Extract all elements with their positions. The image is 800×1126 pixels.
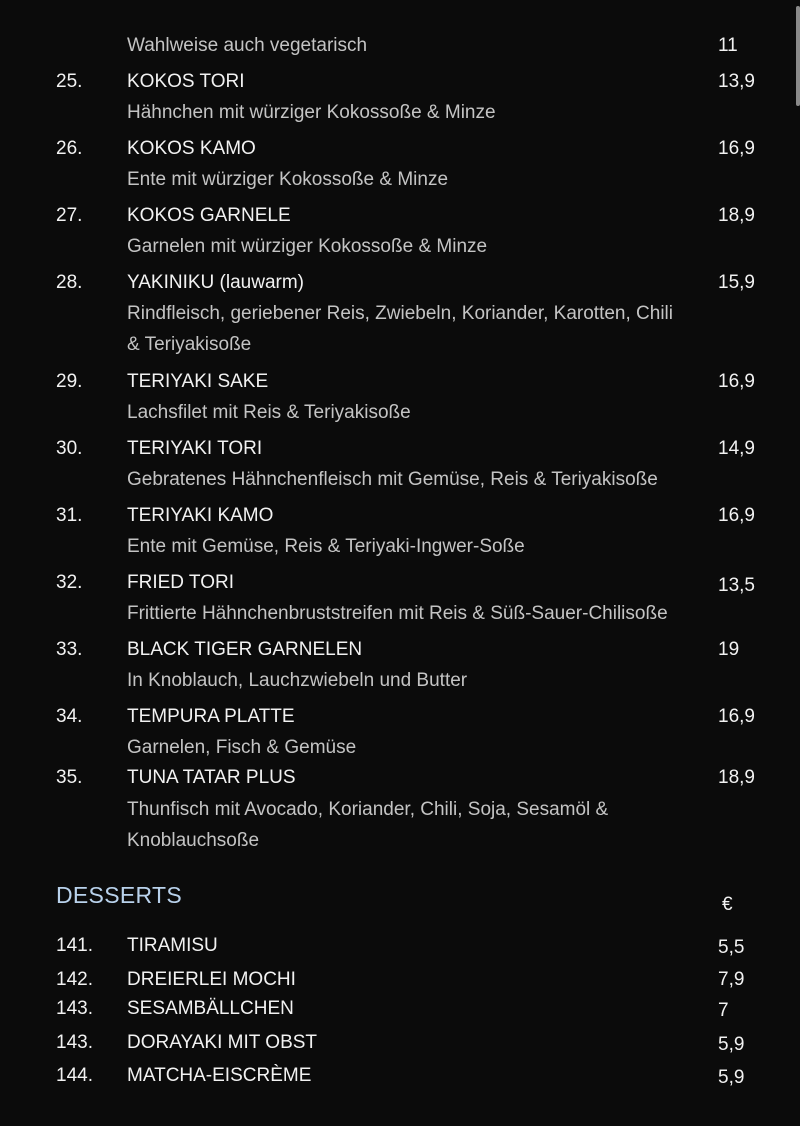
item-price: 15,9 <box>718 272 755 293</box>
menu-item-25 <box>0 68 800 96</box>
item-price: 16,9 <box>718 505 755 526</box>
item-price: 11 <box>718 35 738 56</box>
item-description: Rindfleisch, geriebener Reis, Zwiebeln, Koriander, Karotten, Chili & Teriyakisoße <box>127 303 673 355</box>
item-name: TERIYAKI SAKE <box>127 371 269 392</box>
menu-item-34 <box>0 703 800 731</box>
item-number: 31. <box>56 505 83 526</box>
item-number: 29. <box>56 371 83 392</box>
item-price: 19 <box>718 639 740 660</box>
item-name: YAKINIKU (lauwarm) <box>127 272 305 293</box>
dessert-item <box>0 966 800 994</box>
item-name: MATCHA-EISCRÈME <box>127 1065 312 1086</box>
item-number: 141. <box>56 935 93 956</box>
menu-item-27 <box>0 202 800 230</box>
item-name: TUNA TATAR PLUS <box>127 767 296 788</box>
dessert-item <box>0 995 800 1023</box>
currency-label: € <box>722 894 733 915</box>
dessert-item <box>0 1062 800 1090</box>
item-number: 143. <box>56 1032 93 1053</box>
item-price: 16,9 <box>718 371 755 392</box>
item-description: Thunfisch mit Avocado, Koriander, Chili, Soja, Sesamöl & Knoblauchsoße <box>127 799 609 851</box>
item-price: 5,5 <box>718 937 745 958</box>
item-number: 33. <box>56 639 83 660</box>
item-description: Garnelen, Fisch & Gemüse <box>127 737 357 758</box>
item-description: Hähnchen mit würziger Kokossoße & Minze <box>127 102 496 123</box>
item-description: In Knoblauch, Lauchzwiebeln und Butter <box>127 670 468 691</box>
item-number: 25. <box>56 71 83 92</box>
item-price: 14,9 <box>718 438 755 459</box>
item-price: 16,9 <box>718 138 755 159</box>
item-description: Lachsfilet mit Reis & Teriyakisoße <box>127 402 411 423</box>
item-price: 5,9 <box>718 1034 745 1055</box>
item-price: 13,9 <box>718 71 755 92</box>
item-price: 18,9 <box>718 205 755 226</box>
item-price: 13,5 <box>718 575 755 596</box>
menu-item-26 <box>0 135 800 163</box>
item-price: 7 <box>718 1000 729 1021</box>
item-number: 26. <box>56 138 83 159</box>
item-name: DREIERLEI MOCHI <box>127 969 296 990</box>
item-number: 144. <box>56 1065 93 1086</box>
item-number: 30. <box>56 438 83 459</box>
dessert-item <box>0 1029 800 1057</box>
item-number: 35. <box>56 767 83 788</box>
menu-item-35 <box>0 764 800 792</box>
menu-item-33 <box>0 636 800 664</box>
item-price: 5,9 <box>718 1067 745 1088</box>
menu-item-31 <box>0 502 800 530</box>
item-number: 142. <box>56 969 93 990</box>
item-name: DORAYAKI MIT OBST <box>127 1032 318 1053</box>
item-name: TERIYAKI KAMO <box>127 505 274 526</box>
item-number: 27. <box>56 205 83 226</box>
item-name: TIRAMISU <box>127 935 218 956</box>
item-price: 16,9 <box>718 706 755 727</box>
item-name: TEMPURA PLATTE <box>127 706 295 727</box>
item-name: FRIED TORI <box>127 572 234 593</box>
item-price: 18,9 <box>718 767 755 788</box>
item-name: KOKOS KAMO <box>127 138 256 159</box>
item-name: KOKOS TORI <box>127 71 245 92</box>
item-description: Ente mit würziger Kokossoße & Minze <box>127 169 449 190</box>
item-number: 34. <box>56 706 83 727</box>
menu-item-28 <box>0 269 800 297</box>
item-number: 28. <box>56 272 83 293</box>
item-name: KOKOS GARNELE <box>127 205 291 226</box>
item-description: Wahlweise auch vegetarisch <box>127 35 368 56</box>
item-price: 7,9 <box>718 969 745 990</box>
item-name: BLACK TIGER GARNELEN <box>127 639 363 660</box>
item-name: TERIYAKI TORI <box>127 438 263 459</box>
item-description: Frittierte Hähnchenbruststreifen mit Reis & Süß-Sauer-Chilisoße <box>127 603 668 624</box>
item-description: Garnelen mit würziger Kokossoße & Minze <box>127 236 488 257</box>
item-description: Ente mit Gemüse, Reis & Teriyaki-Ingwer-Soße <box>127 536 525 557</box>
menu-item-32 <box>0 569 800 597</box>
section-title-desserts: DESSERTS <box>56 882 182 908</box>
dessert-item <box>0 932 800 960</box>
menu-item-29 <box>0 368 800 396</box>
item-number: 143. <box>56 998 93 1019</box>
item-number: 32. <box>56 572 83 593</box>
menu-item-30 <box>0 435 800 463</box>
item-name: SESAMBÄLLCHEN <box>127 998 294 1019</box>
item-description: Gebratenes Hähnchenfleisch mit Gemüse, Reis & Teriyakisoße <box>127 469 658 490</box>
